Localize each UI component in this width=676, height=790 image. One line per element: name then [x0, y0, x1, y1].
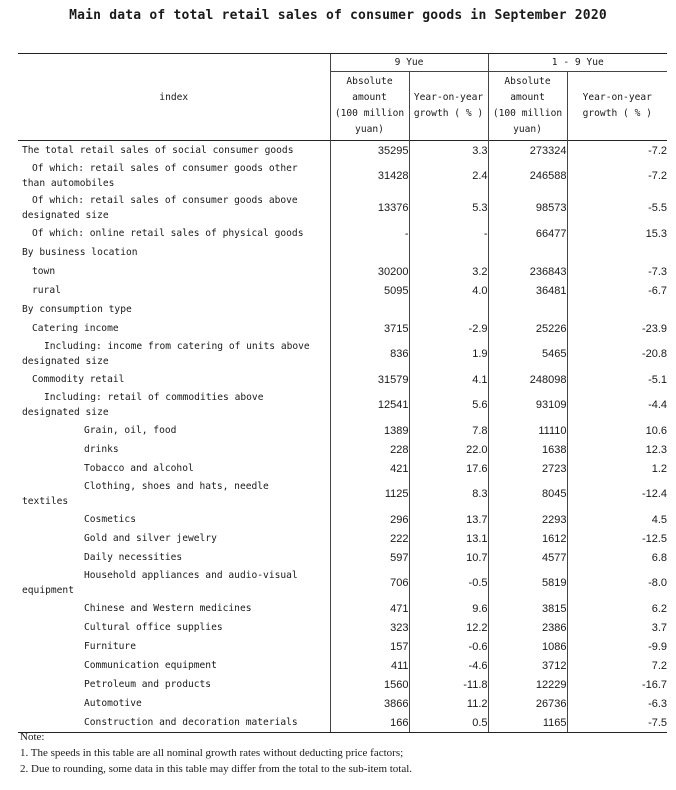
- row-label: [18, 319, 330, 338]
- row-label-line: Including: retail of commodities above: [44, 392, 264, 403]
- table-row: [18, 637, 667, 656]
- month-growth-cell: 0.5: [409, 713, 488, 733]
- row-label-line: designated size: [22, 210, 109, 221]
- month-growth-cell: 3.3: [409, 141, 488, 161]
- row-label-line: Furniture: [84, 641, 136, 652]
- row-label: [18, 338, 330, 370]
- row-label-line: Of which: retail sales of consumer goods other: [32, 163, 298, 174]
- cumulative-amount-cell: 25226: [488, 319, 567, 338]
- row-label-line: Gold and silver jewelry: [84, 533, 217, 544]
- row-label: [18, 370, 330, 389]
- month-amount-cell: 5095: [330, 281, 409, 300]
- month-amount-cell: 35295: [330, 141, 409, 161]
- cumulative-growth-cell: 6.8: [567, 548, 667, 567]
- cumulative-growth-cell: -23.9: [567, 319, 667, 338]
- table-header: [18, 54, 667, 141]
- header-line: Absolute: [504, 76, 551, 87]
- cumulative-amount-cell: 3712: [488, 656, 567, 675]
- month-growth-cell: 12.2: [409, 618, 488, 637]
- cumulative-growth-cell: 10.6: [567, 421, 667, 440]
- cumulative-amount-cell: 248098: [488, 370, 567, 389]
- header-line: yuan): [355, 124, 384, 135]
- row-label: [18, 618, 330, 637]
- row-label-line: Including: income from catering of units above: [44, 341, 310, 352]
- row-label: [18, 262, 330, 281]
- header-line: growth ( % ): [413, 108, 484, 119]
- month-amount-cell: 30200: [330, 262, 409, 281]
- table-row: [18, 694, 667, 713]
- month-growth-cell: 4.0: [409, 281, 488, 300]
- month-amount-cell: 3866: [330, 694, 409, 713]
- table-body: [18, 141, 667, 733]
- table-row: [18, 243, 667, 262]
- header-line: growth ( % ): [582, 108, 652, 119]
- table-row: [18, 713, 667, 733]
- table-row: [18, 459, 667, 478]
- cumulative-growth-cell: -5.5: [567, 192, 667, 224]
- row-label: [18, 529, 330, 548]
- month-absolute-amount-header: [330, 72, 409, 141]
- table-row: [18, 224, 667, 243]
- cumulative-growth-cell: -5.1: [567, 370, 667, 389]
- note-line-2: 2. Due to rounding, some data in this table may differ from the total to the sub-item total.: [20, 763, 413, 775]
- row-label-line: Chinese and Western medicines: [84, 603, 252, 614]
- cumulative-amount-cell: 1165: [488, 713, 567, 733]
- month-amount-cell: 706: [330, 567, 409, 599]
- table-row: [18, 421, 667, 440]
- row-label-line: rural: [32, 285, 61, 296]
- month-growth-cell: 1.9: [409, 338, 488, 370]
- header-line: Year-on-year: [582, 92, 652, 103]
- cumulative-amount-cell: 11110: [488, 421, 567, 440]
- month-amount-cell: 597: [330, 548, 409, 567]
- month-growth-cell: 2.4: [409, 160, 488, 192]
- month-amount-cell: 166: [330, 713, 409, 733]
- row-label-line: Of which: online retail sales of physical goods: [32, 228, 304, 239]
- cumulative-amount-cell: 5819: [488, 567, 567, 599]
- table-row: [18, 440, 667, 459]
- row-label: [18, 141, 330, 161]
- row-label-line: Clothing, shoes and hats, needle: [84, 481, 269, 492]
- cumulative-amount-cell: 1638: [488, 440, 567, 459]
- table-row: [18, 281, 667, 300]
- row-label: [18, 675, 330, 694]
- row-label: [18, 713, 330, 733]
- row-label: [18, 459, 330, 478]
- row-label: [18, 389, 330, 421]
- row-label-line: The total retail sales of social consumer goods: [22, 145, 294, 156]
- month-amount-cell: 157: [330, 637, 409, 656]
- cumulative-growth-cell: 6.2: [567, 599, 667, 618]
- table-row: [18, 567, 667, 599]
- cumulative-growth-cell: 7.2: [567, 656, 667, 675]
- cumulative-growth-cell: 4.5: [567, 510, 667, 529]
- row-label-line: By business location: [22, 247, 138, 258]
- month-amount-cell: [330, 300, 409, 319]
- cumulative-growth-cell: -16.7: [567, 675, 667, 694]
- row-label: [18, 548, 330, 567]
- note-line-1: 1. The speeds in this table are all nominal growth rates without deducting price factors;: [20, 747, 404, 759]
- row-label: [18, 243, 330, 262]
- month-growth-cell: [409, 243, 488, 262]
- month-amount-cell: 323: [330, 618, 409, 637]
- table-row: [18, 160, 667, 192]
- month-amount-cell: 222: [330, 529, 409, 548]
- cumulative-amount-cell: 8045: [488, 478, 567, 510]
- cumulative-amount-cell: [488, 243, 567, 262]
- table-row: [18, 338, 667, 370]
- month-growth-cell: 4.1: [409, 370, 488, 389]
- month-growth-cell: 11.2: [409, 694, 488, 713]
- cumulative-amount-cell: 246588: [488, 160, 567, 192]
- month-amount-cell: 471: [330, 599, 409, 618]
- retail-sales-table: [18, 53, 667, 733]
- table-row: [18, 599, 667, 618]
- table-row: [18, 370, 667, 389]
- header-line: amount: [352, 92, 387, 103]
- row-label: [18, 300, 330, 319]
- cumulative-absolute-amount-header: [488, 72, 567, 141]
- month-amount-cell: 31428: [330, 160, 409, 192]
- month-growth-cell: 10.7: [409, 548, 488, 567]
- month-growth-cell: -0.5: [409, 567, 488, 599]
- month-growth-cell: 7.8: [409, 421, 488, 440]
- row-label: [18, 160, 330, 192]
- row-label-line: Grain, oil, food: [84, 425, 177, 436]
- month-growth-cell: -0.6: [409, 637, 488, 656]
- cumulative-amount-cell: 3815: [488, 599, 567, 618]
- cumulative-growth-cell: -7.2: [567, 160, 667, 192]
- cumulative-growth-cell: 12.3: [567, 440, 667, 459]
- month-growth-cell: -11.8: [409, 675, 488, 694]
- row-label-line: Catering income: [32, 323, 119, 334]
- row-label: [18, 599, 330, 618]
- month-amount-cell: 1389: [330, 421, 409, 440]
- month-amount-cell: 421: [330, 459, 409, 478]
- table-row: [18, 262, 667, 281]
- month-growth-cell: -4.6: [409, 656, 488, 675]
- month-amount-cell: 836: [330, 338, 409, 370]
- cumulative-growth-cell: -9.9: [567, 637, 667, 656]
- cumulative-group-header: 1 - 9 Yue: [488, 54, 667, 72]
- month-amount-cell: [330, 243, 409, 262]
- month-amount-cell: 31579: [330, 370, 409, 389]
- row-label: [18, 440, 330, 459]
- index-header: index: [18, 54, 330, 141]
- cumulative-growth-cell: 1.2: [567, 459, 667, 478]
- row-label-line: Automotive: [84, 698, 142, 709]
- cumulative-amount-cell: 66477: [488, 224, 567, 243]
- month-yoy-growth-header: [409, 72, 488, 141]
- row-label: [18, 637, 330, 656]
- cumulative-amount-cell: 26736: [488, 694, 567, 713]
- month-amount-cell: 1125: [330, 478, 409, 510]
- table-row: [18, 618, 667, 637]
- row-label: [18, 224, 330, 243]
- cumulative-growth-cell: [567, 300, 667, 319]
- row-label-line: than automobiles: [22, 178, 115, 189]
- table-row: [18, 548, 667, 567]
- month-amount-cell: 411: [330, 656, 409, 675]
- row-label-line: designated size: [22, 356, 109, 367]
- cumulative-growth-cell: [567, 243, 667, 262]
- row-label-line: Cosmetics: [84, 514, 136, 525]
- month-growth-cell: 17.6: [409, 459, 488, 478]
- month-growth-cell: 22.0: [409, 440, 488, 459]
- month-growth-cell: -2.9: [409, 319, 488, 338]
- cumulative-amount-cell: 2386: [488, 618, 567, 637]
- header-line: (100 million: [334, 108, 405, 119]
- table-row: [18, 192, 667, 224]
- header-line: amount: [510, 92, 545, 103]
- month-group-header: 9 Yue: [330, 54, 488, 72]
- month-amount-cell: -: [330, 224, 409, 243]
- row-label-line: Of which: retail sales of consumer goods above: [32, 195, 298, 206]
- row-label-line: Communication equipment: [84, 660, 217, 671]
- row-label: [18, 656, 330, 675]
- cumulative-amount-cell: 12229: [488, 675, 567, 694]
- cumulative-amount-cell: 5465: [488, 338, 567, 370]
- note-heading: Note:: [20, 731, 45, 743]
- month-growth-cell: 5.3: [409, 192, 488, 224]
- month-amount-cell: 228: [330, 440, 409, 459]
- month-growth-cell: [409, 300, 488, 319]
- row-label: [18, 510, 330, 529]
- table-row: [18, 510, 667, 529]
- table-row: [18, 656, 667, 675]
- cumulative-growth-cell: -12.5: [567, 529, 667, 548]
- month-amount-cell: 1560: [330, 675, 409, 694]
- cumulative-growth-cell: -6.3: [567, 694, 667, 713]
- table-row: [18, 319, 667, 338]
- cumulative-growth-cell: -20.8: [567, 338, 667, 370]
- table-row: [18, 529, 667, 548]
- month-growth-cell: 13.7: [409, 510, 488, 529]
- cumulative-growth-cell: -7.2: [567, 141, 667, 161]
- cumulative-growth-cell: -7.5: [567, 713, 667, 733]
- month-amount-cell: 3715: [330, 319, 409, 338]
- month-growth-cell: 3.2: [409, 262, 488, 281]
- table-row: [18, 141, 667, 161]
- cumulative-growth-cell: -8.0: [567, 567, 667, 599]
- header-line: yuan): [513, 124, 542, 135]
- cumulative-amount-cell: 1612: [488, 529, 567, 548]
- cumulative-growth-cell: -6.7: [567, 281, 667, 300]
- cumulative-amount-cell: 4577: [488, 548, 567, 567]
- table-row: [18, 300, 667, 319]
- table-row: [18, 478, 667, 510]
- row-label-line: Tobacco and alcohol: [84, 463, 194, 474]
- row-label-line: Construction and decoration materials: [84, 717, 298, 728]
- cumulative-amount-cell: 273324: [488, 141, 567, 161]
- month-growth-cell: 9.6: [409, 599, 488, 618]
- header-line: (100 million: [492, 108, 563, 119]
- row-label-line: Daily necessities: [84, 552, 183, 563]
- row-label: [18, 478, 330, 510]
- month-amount-cell: 13376: [330, 192, 409, 224]
- row-label: [18, 192, 330, 224]
- month-growth-cell: 13.1: [409, 529, 488, 548]
- row-label-line: designated size: [22, 407, 109, 418]
- cumulative-growth-cell: -12.4: [567, 478, 667, 510]
- row-label: [18, 281, 330, 300]
- cumulative-amount-cell: 93109: [488, 389, 567, 421]
- header-line: Year-on-year: [413, 92, 484, 103]
- row-label: [18, 567, 330, 599]
- month-growth-cell: 8.3: [409, 478, 488, 510]
- month-growth-cell: 5.6: [409, 389, 488, 421]
- cumulative-amount-cell: 236843: [488, 262, 567, 281]
- table-row: [18, 389, 667, 421]
- cumulative-amount-cell: 1086: [488, 637, 567, 656]
- cumulative-growth-cell: 15.3: [567, 224, 667, 243]
- row-label-line: town: [32, 266, 56, 277]
- row-label-line: Cultural office supplies: [84, 622, 223, 633]
- cumulative-growth-cell: -4.4: [567, 389, 667, 421]
- row-label: [18, 694, 330, 713]
- cumulative-growth-cell: 3.7: [567, 618, 667, 637]
- row-label-line: Household appliances and audio-visual: [84, 570, 298, 581]
- row-label-line: Commodity retail: [32, 374, 125, 385]
- row-label-line: equipment: [22, 585, 74, 596]
- cumulative-amount-cell: 2723: [488, 459, 567, 478]
- month-growth-cell: -: [409, 224, 488, 243]
- month-amount-cell: 296: [330, 510, 409, 529]
- cumulative-yoy-growth-header: [567, 72, 667, 141]
- cumulative-growth-cell: -7.3: [567, 262, 667, 281]
- row-label-line: textiles: [22, 496, 69, 507]
- month-amount-cell: 12541: [330, 389, 409, 421]
- row-label-line: drinks: [84, 444, 119, 455]
- cumulative-amount-cell: [488, 300, 567, 319]
- row-label: [18, 421, 330, 440]
- page-title: Main data of total retail sales of consumer goods in September 2020: [69, 8, 607, 23]
- header-line: Absolute: [346, 76, 393, 87]
- row-label-line: By consumption type: [22, 304, 132, 315]
- table-row: [18, 675, 667, 694]
- row-label-line: Petroleum and products: [84, 679, 212, 690]
- cumulative-amount-cell: 98573: [488, 192, 567, 224]
- cumulative-amount-cell: 2293: [488, 510, 567, 529]
- cumulative-amount-cell: 36481: [488, 281, 567, 300]
